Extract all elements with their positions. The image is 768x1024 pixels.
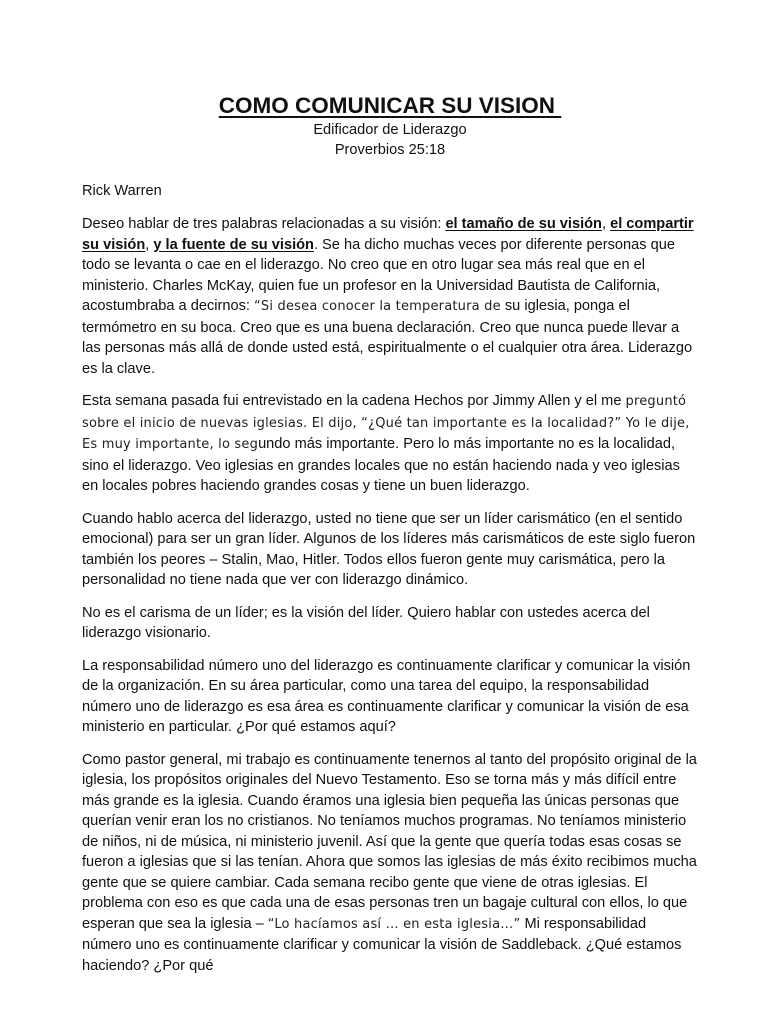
paragraph-2 xyxy=(82,391,698,497)
scripture-reference: Proverbios 25:18 xyxy=(334,142,446,158)
paragraph-5: La responsabilidad número uno del liderazgo es continuamente clarificar y comunicar la visión de la organización. En su área particular, como una tarea del equipo, la responsabilidad número uno de liderazgo es esa área es continuamente clarificar y comunicar la visión de esa ministerio en particular. ¿Por qué estamos aquí? xyxy=(82,657,691,735)
quote-run: “Lo hacíamos así … en esta iglesia…” xyxy=(267,916,521,932)
emphasis-vision-source: y la fuente de su visión xyxy=(153,236,314,253)
text-run: Esta semana pasada fui entrevistado en la cadena Hechos por Jimmy Allen y el me xyxy=(82,393,626,409)
document-subtitle: Edificador de Liderazgo xyxy=(313,122,467,138)
emphasis-vision-sharing: el compartir su visión xyxy=(82,216,694,253)
paragraph-3: Cuando hablo acerca del liderazgo, usted no tiene que ser un líder carismático (en el sentido emocional) para ser un gran líder. Algunos de los líderes más carismáticos de este siglo fueron también los peores – Stalin, Mao, Hitler. Todos ellos fueron gente muy carismática, pero la personalidad no tiene nada que ver con liderazgo dinámico. xyxy=(82,510,696,588)
text-run: , xyxy=(145,236,154,253)
text-run: Como pastor general, mi trabajo es continuamente tenernos al tanto del propósito original de la iglesia, los propósitos originales del Nuevo Testamento. Eso se torna más y más difícil entre más grande es la iglesia. Cuando éramos una iglesia bien pequeña las únicas personas que querían venir eran los no cristianos. No teníamos muchos programas. No teníamos ministerio de niños, ni de música, ni ministerio juvenil. Así que la gente que quería todas esas cosas se fueron a iglesias que si las tenían. Ahora que somos las iglesias de más éxito recibimos mucha gente que se quiere cambiar. Cada semana recibo gente que viene de otras iglesias. El problema con eso es que cada una de esas personas tren un bagaje cultural con ellos, lo que esperan que sea la iglesia – xyxy=(82,751,697,932)
text-run: . Se ha dicho muchas veces por diferente personas que todo se levanta o cae en el liderazgo. No creo que en otro lugar sea más real que en el ministerio. Charles McKay, quien fue un profesor en la Universidad Bautista de California, acostumbraba a decirnos: xyxy=(82,236,675,314)
text-run: undo más importante. Pero lo más importante no es la localidad, sino el liderazgo. Veo iglesias en grandes locales que no están haciendo nada y veo iglesias en locales pobres haciendo grandes cosas y tiene un buen liderazgo. xyxy=(82,436,680,494)
paragraph-1 xyxy=(82,214,698,379)
text-run: Deseo hablar de tres palabras relacionadas a su visión: xyxy=(82,216,446,232)
paragraph-6 xyxy=(82,750,698,977)
paragraph-4: No es el carisma de un líder; es la visión del líder. Quiero hablar con ustedes acerca del liderazgo visionario. xyxy=(82,604,650,641)
text-run: Mi responsabilidad número uno es continuamente clarificar y comunicar la visión de Saddleback. ¿Qué estamos haciendo? ¿Por qué xyxy=(82,915,682,974)
document-title: COMO COMUNICAR SU VISION xyxy=(218,93,562,118)
text-run: , xyxy=(601,216,611,232)
emphasis-vision-size: el tamaño de su visión xyxy=(445,216,602,232)
quote-run: “Si desea conocer la temperatura de xyxy=(253,299,501,314)
quote-run: preguntó sobre el inicio de nuevas iglesias. El dijo, “¿Qué tan importante es la localidad?” Yo le dije, Es muy importante, lo seg xyxy=(82,394,690,452)
author-name: Rick Warren xyxy=(82,183,162,199)
text-run: su iglesia, ponga el termómetro en su boca. Creo que es una buena declaración. Creo que nunca puede llevar a las personas más allá de donde usted está, espiritualmente o el cualquier otra área. Liderazgo es la clave. xyxy=(82,298,693,377)
